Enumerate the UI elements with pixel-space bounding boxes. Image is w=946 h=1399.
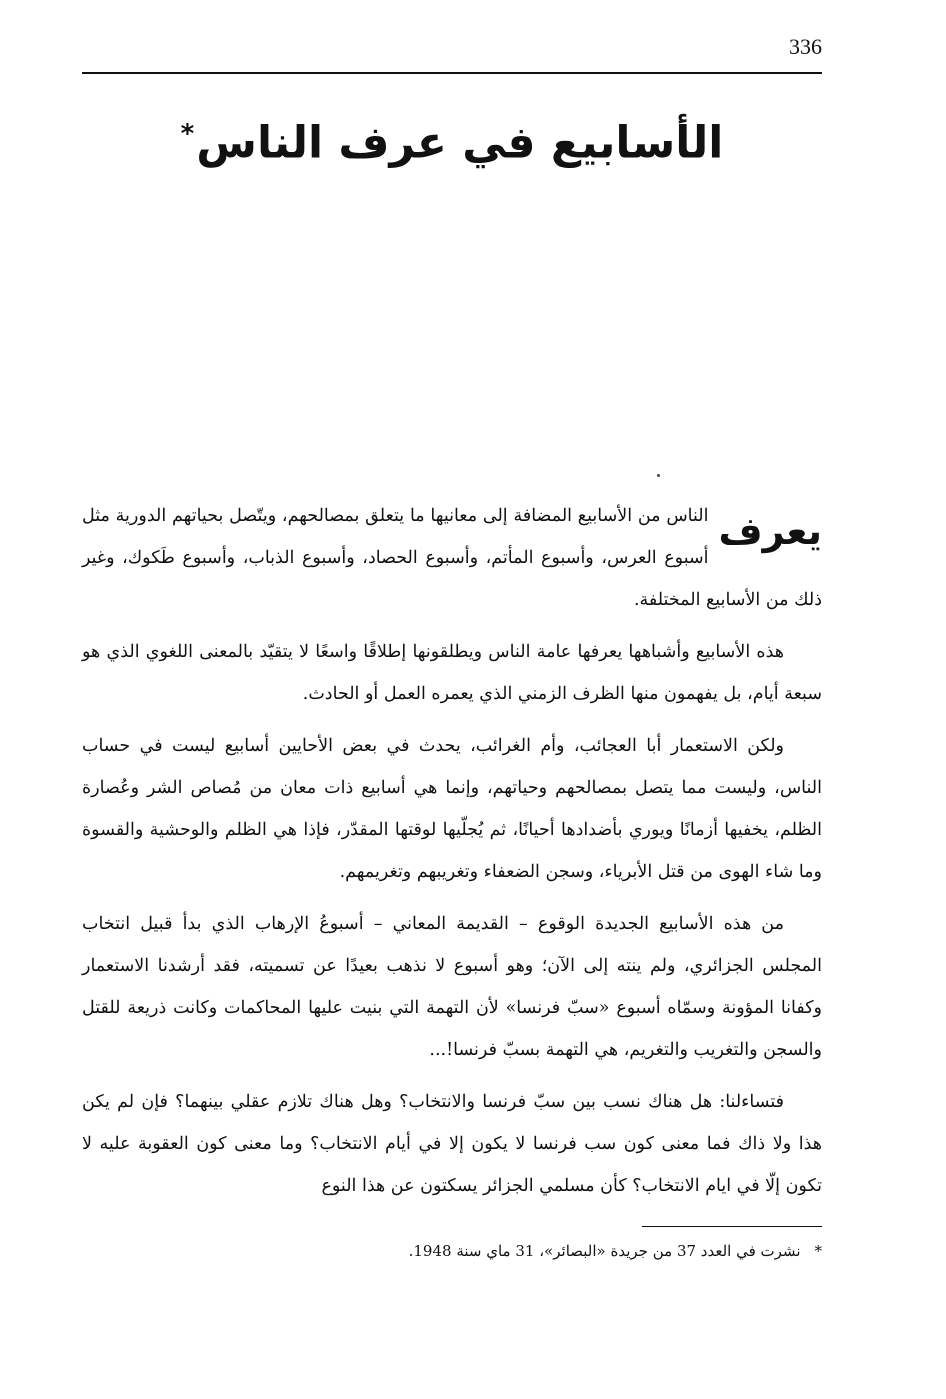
paragraph-4: من هذه الأسابيع الجديدة الوقوع – القديمة المعاني – أسبوعُ الإرهاب الذي بدأ قبيل انتخاب المجلس الجزائري، ولم ينته إلى الآن؛ وهو أسبوع لا نذهب بعيدًا عن تسميته، فقد أرشدنا الاستعمار وكفانا المؤونة وسمّاه أسبوع «سبّ فرنسا» لأن التهمة التي بنيت عليها المحاكمات وكانت ذريعة للقتل والسجن والتغريب والتغريم، هي التهمة بسبّ فرنسا!... bbox=[82, 914, 822, 1060]
page-number: 336 bbox=[789, 34, 822, 59]
header-rule bbox=[82, 72, 822, 74]
paragraph-2: هذه الأسابيع وأشباهها يعرفها عامة الناس ويطلقونها إطلاقًا واسعًا لا يتقيّد بالمعنى اللغوي الذي هو سبعة أيام، بل يفهمون منها الظرف الزمني الذي يعمره العمل أو الحادث. bbox=[82, 642, 822, 704]
chapter-title bbox=[82, 104, 822, 174]
body-text bbox=[82, 495, 822, 1217]
footnote-mark: * bbox=[814, 1242, 822, 1260]
footnote bbox=[300, 1236, 822, 1266]
title-footnote-mark: * bbox=[180, 119, 195, 149]
chapter-title-text: الأسابيع في عرف الناس bbox=[196, 117, 724, 169]
footnote-text: نشرت في العدد 37 من جريدة «البصائر»، 31 ماي سنة 1948. bbox=[408, 1242, 801, 1260]
paragraph-3: ولكن الاستعمار أبا العجائب، وأم الغرائب، يحدث في بعض الأحايين أسابيع ليست في حساب الناس، وليست مما يتصل بمصالحهم وحياتهم، وإنما هي أسابيع ذات معان من مُصاص الشر وعُصارة الظلم، يخفيها أزمانًا ويوري بأضدادها أحيانًا، ثم يُجلّيها لوقتها المقدّر، فإذا هي الظلم والوحشية والقسوة وما شاء الهوى من قتل الأبرياء، وسجن الضعفاء وتغريبهم وتغريمهم. bbox=[82, 736, 822, 882]
paragraph-5: فتساءلنا: هل هناك نسب بين سبّ فرنسا والانتخاب؟ وهل هناك تلازم عقلي بينهما؟ فإن لم يكن هذا ولا ذاك فما معنى كون سب فرنسا لا يكون إلا في أيام الانتخاب؟ وما معنى كون العقوبة عليه لا تكون إلّا في ايام الانتخاب؟ كأن مسلمي الجزائر يسكتون عن هذا النوع bbox=[82, 1092, 822, 1196]
paragraph-1-text: الناس من الأسابيع المضافة إلى معانيها ما يتعلق بمصالحهم، ويتّصل بحياتهم الدورية مثل أسبوع العرس، وأسبوع المأتم، وأسبوع الحصاد، وأسبوع الذباب، وأسبوع طَكوك، وغير ذلك من الأسابيع المختلفة. bbox=[82, 506, 822, 610]
print-speck bbox=[657, 474, 660, 477]
footnote-rule bbox=[642, 1226, 822, 1227]
drop-cap-word: يعرف bbox=[718, 509, 822, 553]
paragraph-1 bbox=[82, 495, 822, 621]
